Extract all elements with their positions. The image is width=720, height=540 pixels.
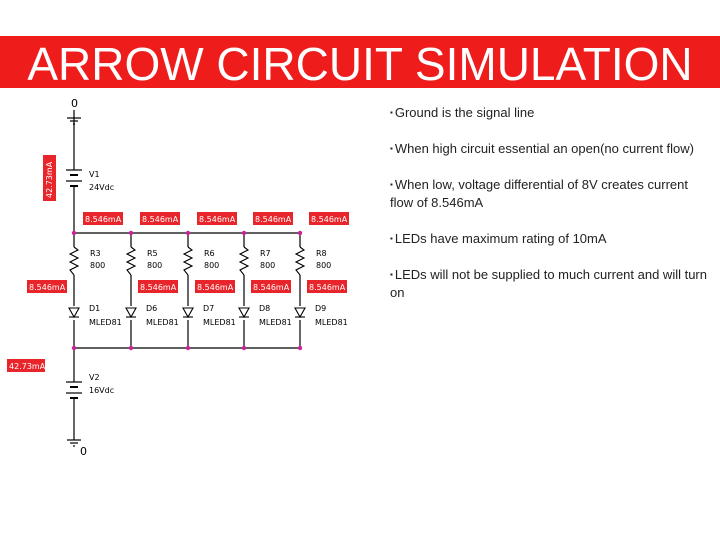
branch-current-label	[195, 280, 235, 293]
branch-current-label	[309, 212, 349, 225]
v2-current-label	[7, 359, 46, 372]
junction-dot	[72, 346, 76, 350]
svg-text:8.546mA: 8.546mA	[311, 215, 348, 224]
diode-name: D1	[89, 304, 101, 313]
svg-text:8.546mA: 8.546mA	[29, 283, 66, 292]
left-branch-current-label	[27, 280, 67, 293]
bullet-list	[390, 104, 710, 320]
ground-bottom	[67, 440, 87, 458]
diode-name: D9	[315, 304, 327, 313]
svg-text:8.546mA: 8.546mA	[309, 283, 346, 292]
bullet-text: LEDs have maximum rating of 10mA	[394, 231, 607, 246]
branch-current-label	[253, 212, 293, 225]
junction-dot	[72, 231, 76, 235]
v2-value: 16Vdc	[89, 386, 115, 395]
bullet-text: LEDs will not be supplied to much current and will turn on	[390, 267, 707, 300]
bullet-item	[390, 230, 710, 248]
battery-v2	[66, 372, 114, 410]
v1-name: V1	[89, 170, 100, 179]
diode-value: MLED81	[315, 318, 348, 327]
v1-current-label	[43, 155, 56, 201]
branch-current-label	[83, 212, 123, 225]
ground-top-label: 0	[71, 97, 78, 110]
svg-text:8.546mA: 8.546mA	[142, 215, 179, 224]
svg-text:42.73mA: 42.73mA	[45, 161, 54, 198]
resistor-value: 800	[90, 261, 106, 270]
bullet-item	[390, 104, 710, 122]
diode-name: D6	[146, 304, 158, 313]
junction-dot	[298, 346, 302, 350]
branch-current-label	[251, 280, 291, 293]
bullet-item	[390, 140, 710, 158]
bullet-text: When high circuit essential an open(no current flow)	[394, 141, 694, 156]
bullet-item	[390, 266, 710, 302]
branch-current-label	[140, 212, 180, 225]
bullet-marker-icon: ▪	[390, 108, 393, 117]
svg-text:8.546mA: 8.546mA	[255, 215, 292, 224]
branch-current-label	[307, 280, 347, 293]
svg-text:8.546mA: 8.546mA	[140, 283, 177, 292]
junction-dot	[298, 231, 302, 235]
diode-value: MLED81	[203, 318, 236, 327]
battery-v1	[66, 160, 114, 202]
junction-dot	[186, 231, 190, 235]
bullet-marker-icon: ▪	[390, 234, 393, 243]
circuit-schematic	[0, 90, 380, 470]
slide-title: ARROW CIRCUIT SIMULATION	[27, 38, 693, 90]
diode-name: D7	[203, 304, 215, 313]
bullet-text: Ground is the signal line	[394, 105, 535, 120]
junction-dot	[129, 231, 133, 235]
v2-name: V2	[89, 373, 100, 382]
svg-text:8.546mA: 8.546mA	[199, 215, 236, 224]
resistor-name: R6	[204, 249, 215, 258]
diode-value: MLED81	[259, 318, 292, 327]
diode-value: MLED81	[89, 318, 122, 327]
resistor-value: 800	[260, 261, 276, 270]
junction-dot	[242, 231, 246, 235]
junction-dot	[186, 346, 190, 350]
resistor-value: 800	[147, 261, 163, 270]
diode-name: D8	[259, 304, 271, 313]
bullet-marker-icon: ▪	[390, 144, 393, 153]
branch-current-label	[138, 280, 178, 293]
svg-text:8.546mA: 8.546mA	[253, 283, 290, 292]
resistor-value: 800	[316, 261, 332, 270]
diode-value: MLED81	[146, 318, 179, 327]
bullet-marker-icon: ▪	[390, 270, 393, 279]
junction-dot	[242, 346, 246, 350]
v1-value: 24Vdc	[89, 183, 115, 192]
bullet-marker-icon: ▪	[390, 180, 393, 189]
resistor-name: R5	[147, 249, 158, 258]
bullet-item	[390, 176, 710, 212]
resistor-value: 800	[204, 261, 220, 270]
svg-text:42.73mA: 42.73mA	[9, 362, 46, 371]
led-branch	[294, 212, 349, 350]
resistor-name: R3	[90, 249, 101, 258]
junction-dot	[129, 346, 133, 350]
svg-text:8.546mA: 8.546mA	[197, 283, 234, 292]
resistor-name: R8	[316, 249, 327, 258]
ground-bottom-label: 0	[80, 445, 87, 458]
branch-current-label	[197, 212, 237, 225]
svg-text:8.546mA: 8.546mA	[85, 215, 122, 224]
resistor-name: R7	[260, 249, 271, 258]
bullet-text: When low, voltage differential of 8V creates current flow of 8.546mA	[390, 177, 688, 210]
